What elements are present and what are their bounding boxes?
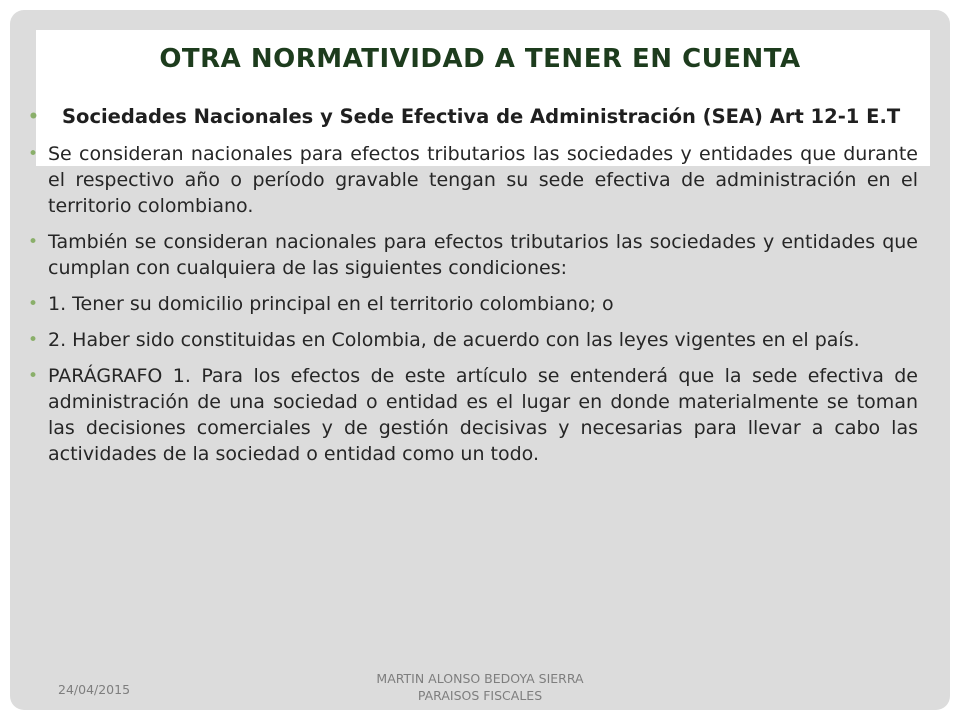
bullet-text: Se consideran nacionales para efectos tributarios las sociedades y entidades que durante el respectivo año o período gravable tengan su sede efectiva de administración en el territorio colombiano. — [48, 143, 918, 217]
bullet-text: Sociedades Nacionales y Sede Efectiva de Administración (SEA) Art 12-1 E.T — [62, 105, 901, 128]
bullet-text: PARÁGRAFO 1. Para los efectos de este artículo se entenderá que la sede efectiva de administración de una sociedad o entidad es el lugar en donde materialmente se toman las decisiones comerciales y de gestión decisivas y necesarias para llevar a cabo las actividades de la sociedad o entidad como un todo. — [48, 365, 918, 465]
bullet-dot-icon: • — [28, 144, 39, 164]
bullet-text: También se consideran nacionales para efectos tributarios las sociedades y entidades que cumplan con cualquiera de las siguientes condiciones: — [48, 231, 918, 279]
bullet-dot-icon: • — [28, 366, 39, 386]
bullet-dot-icon: • — [28, 107, 39, 127]
bullet-item — [28, 141, 918, 219]
footer-date: 24/04/2015 — [58, 682, 131, 697]
bullet-item — [28, 229, 918, 281]
bullet-item — [28, 291, 918, 317]
bullet-dot-icon: • — [28, 294, 39, 314]
bullet-heading — [28, 104, 918, 130]
bullet-dot-icon: • — [28, 232, 39, 252]
bullet-item — [28, 327, 918, 353]
footer-subtitle: PARAISOS FISCALES — [417, 688, 543, 703]
slide-title: OTRA NORMATIVIDAD A TENER EN CUENTA — [159, 44, 801, 74]
bullet-text: 2. Haber sido constituidas en Colombia, de acuerdo con las leyes vigentes en el país. — [48, 329, 860, 351]
bullet-dot-icon: • — [28, 330, 39, 350]
footer-author-block — [330, 670, 630, 704]
bullet-item — [28, 363, 918, 467]
slide-content — [28, 104, 918, 477]
footer-author: MARTIN ALONSO BEDOYA SIERRA — [376, 671, 584, 686]
bullet-text: 1. Tener su domicilio principal en el territorio colombiano; o — [48, 293, 614, 315]
